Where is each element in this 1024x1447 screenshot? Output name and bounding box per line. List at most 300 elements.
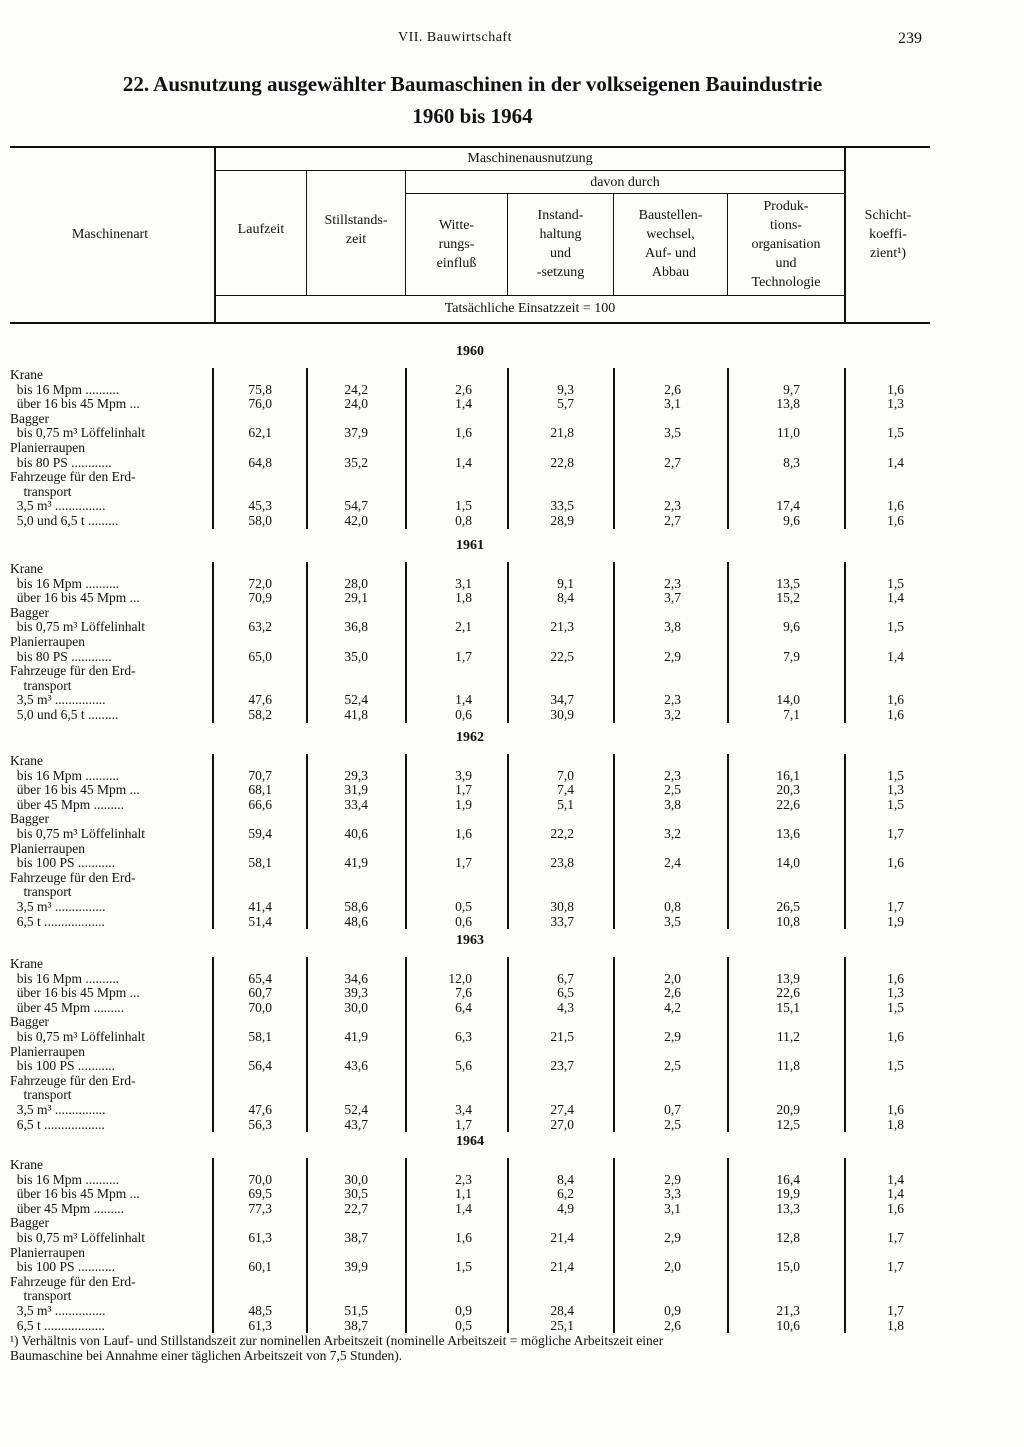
row-label: über 16 bis 45 Mpm ... — [10, 396, 140, 412]
table-row — [0, 1260, 1024, 1275]
table-cell: 1,4 — [887, 454, 904, 470]
table-cell: 21,3 — [550, 619, 574, 635]
col-header-baustellen: Baustellen- wechsel, Auf- und Abbau — [638, 208, 703, 280]
row-label: Bagger — [10, 1215, 49, 1231]
table-cell: 1,1 — [455, 1186, 472, 1202]
table-cell: 17,4 — [776, 498, 800, 514]
table-cell: 0,5 — [455, 899, 472, 914]
row-label: bis 100 PS ........... — [10, 1058, 116, 1074]
table-row — [0, 499, 1024, 514]
table-cell: 10,8 — [776, 913, 800, 929]
table-cell: 1,4 — [455, 454, 472, 470]
table-row — [0, 456, 1024, 471]
row-label: Krane — [10, 753, 43, 768]
column-divider — [613, 562, 615, 723]
row-label: Planierraupen — [10, 634, 85, 649]
table-cell: 0,5 — [455, 1317, 472, 1333]
column-divider — [507, 957, 509, 1132]
column-divider — [844, 1158, 846, 1333]
table-cell: 7,4 — [557, 782, 574, 798]
table-cell: 34,7 — [550, 692, 574, 708]
table-cell: 37,9 — [344, 425, 368, 441]
table-row — [0, 798, 1024, 813]
table-row — [0, 1187, 1024, 1202]
table-cell: 9,6 — [783, 619, 800, 635]
table-cell: 12,5 — [776, 1116, 800, 1132]
table-cell: 10,6 — [776, 1317, 800, 1333]
page-number: 239 — [898, 30, 922, 47]
table-row — [0, 577, 1024, 592]
column-divider — [405, 562, 407, 723]
table-cell: 28,9 — [550, 513, 574, 528]
column-divider — [507, 1158, 509, 1333]
table-cell: 12,0 — [448, 970, 472, 986]
table-cell: 14,0 — [776, 855, 800, 871]
table-cell: 43,6 — [344, 1058, 368, 1074]
table-cell: 3,1 — [664, 396, 681, 412]
column-divider — [405, 957, 407, 1132]
table-cell: 23,7 — [550, 1058, 574, 1074]
row-label: bis 0,75 m³ Löffelinhalt — [10, 1029, 146, 1044]
table-row — [0, 1289, 1024, 1304]
row-label: transport — [10, 884, 72, 900]
table-cell: 1,6 — [455, 425, 472, 441]
table-row — [0, 368, 1024, 383]
table-cell: 1,5 — [455, 498, 472, 514]
table-row — [0, 635, 1024, 650]
table-cell: 1,3 — [887, 396, 904, 412]
row-label: Bagger — [10, 1014, 49, 1030]
column-divider — [613, 957, 615, 1132]
row-label: über 16 bis 45 Mpm ... — [10, 1186, 140, 1202]
table-cell: 63,2 — [248, 619, 272, 635]
col-header-machine: Maschinenart — [71, 227, 149, 242]
table-cell: 2,3 — [664, 692, 681, 708]
row-label: bis 16 Mpm .......... — [10, 575, 120, 591]
section-year: 1964 — [456, 1134, 484, 1149]
table-cell: 1,4 — [887, 1171, 904, 1187]
table-cell: 21,4 — [550, 1259, 574, 1275]
table-row — [0, 606, 1024, 621]
row-label: Krane — [10, 561, 43, 576]
column-divider — [306, 1158, 308, 1333]
table-row — [0, 986, 1024, 1001]
table-cell: 3,2 — [664, 707, 681, 722]
row-label: Bagger — [10, 604, 49, 620]
table-cell: 0,6 — [455, 913, 472, 929]
row-label: bis 16 Mpm .......... — [10, 767, 120, 783]
table-cell: 1,5 — [887, 767, 904, 783]
column-divider — [405, 368, 407, 529]
table-cell: 9,6 — [783, 513, 800, 528]
row-label: bis 0,75 m³ Löffelinhalt — [10, 425, 146, 441]
column-divider — [613, 1158, 615, 1333]
table-cell: 56,4 — [248, 1058, 272, 1074]
row-label: 6,5 t .................. — [10, 913, 105, 929]
table-row — [0, 664, 1024, 679]
table-cell: 38,7 — [344, 1230, 368, 1245]
table-cell: 72,0 — [248, 575, 272, 591]
column-divider — [727, 562, 729, 723]
table-cell: 62,1 — [248, 425, 272, 441]
table-cell: 24,0 — [344, 396, 368, 412]
column-divider — [405, 754, 407, 929]
table-cell: 12,8 — [776, 1230, 800, 1245]
table-cell: 30,0 — [344, 1171, 368, 1187]
col-header-laufzeit: Laufzeit — [237, 222, 285, 237]
row-label: 5,0 und 6,5 t ......... — [10, 513, 119, 528]
table-cell: 21,4 — [550, 1230, 574, 1245]
table-cell: 30,8 — [550, 899, 574, 914]
table-cell: 41,9 — [344, 855, 368, 871]
table-cell: 1,9 — [455, 796, 472, 812]
column-divider — [844, 754, 846, 929]
table-row — [0, 900, 1024, 915]
table-cell: 51,4 — [248, 913, 272, 929]
table-cell: 1,6 — [887, 707, 904, 722]
table-cell: 66,6 — [248, 796, 272, 812]
table-cell: 75,8 — [248, 381, 272, 397]
table-cell: 1,5 — [887, 575, 904, 591]
table-cell: 20,3 — [776, 782, 800, 798]
table-cell: 13,5 — [776, 575, 800, 591]
column-divider — [844, 562, 846, 723]
row-label: 3,5 m³ ............... — [10, 1102, 106, 1117]
table-row — [0, 1304, 1024, 1319]
column-divider — [306, 754, 308, 929]
table-cell: 2,5 — [664, 1058, 681, 1074]
row-label: Krane — [10, 956, 43, 971]
table-cell: 47,6 — [248, 1102, 272, 1117]
table-row — [0, 1074, 1024, 1089]
table-cell: 2,0 — [664, 970, 681, 986]
row-label: Planierraupen — [10, 1244, 85, 1260]
row-label: über 16 bis 45 Mpm ... — [10, 782, 140, 798]
table-cell: 65,0 — [248, 648, 272, 664]
table-cell: 40,6 — [344, 826, 368, 841]
table-cell: 38,7 — [344, 1317, 368, 1333]
table-cell: 5,7 — [557, 396, 574, 412]
table-cell: 7,9 — [783, 648, 800, 664]
table-cell: 41,9 — [344, 1029, 368, 1044]
table-cell: 9,3 — [557, 381, 574, 397]
column-divider — [613, 754, 615, 929]
table-cell: 22,5 — [550, 648, 574, 664]
table-row — [0, 827, 1024, 842]
table-cell: 1,6 — [455, 826, 472, 841]
section-year: 1960 — [456, 344, 484, 359]
table-cell: 22,7 — [344, 1200, 368, 1216]
row-label: transport — [10, 483, 72, 499]
table-cell: 1,7 — [455, 648, 472, 664]
table-row — [0, 885, 1024, 900]
table-cell: 28,0 — [344, 575, 368, 591]
table-cell: 2,6 — [664, 381, 681, 397]
table-cell: 16,1 — [776, 767, 800, 783]
column-divider — [507, 562, 509, 723]
table-cell: 2,3 — [664, 575, 681, 591]
table-cell: 13,8 — [776, 396, 800, 412]
table-cell: 3,4 — [455, 1102, 472, 1117]
table-row — [0, 1246, 1024, 1261]
column-divider — [727, 1158, 729, 1333]
row-label: über 45 Mpm ......... — [10, 1200, 124, 1216]
row-label: Bagger — [10, 410, 49, 426]
table-cell: 22,6 — [776, 985, 800, 1001]
table-cell: 68,1 — [248, 782, 272, 798]
row-label: bis 16 Mpm .......... — [10, 1171, 120, 1187]
table-cell: 70,0 — [248, 999, 272, 1015]
table-cell: 1,4 — [887, 590, 904, 606]
table-cell: 58,1 — [248, 1029, 272, 1044]
table-cell: 4,2 — [664, 999, 681, 1015]
table-cell: 15,2 — [776, 590, 800, 606]
row-label: Fahrzeuge für den Erd- — [10, 1273, 136, 1289]
table-row — [0, 915, 1024, 930]
table-cell: 39,3 — [344, 985, 368, 1001]
table-cell: 0,8 — [455, 513, 472, 528]
table-cell: 7,6 — [455, 985, 472, 1001]
table-cell: 3,1 — [455, 575, 472, 591]
table-row — [0, 1275, 1024, 1290]
table-row — [0, 1202, 1024, 1217]
row-label: bis 100 PS ........... — [10, 855, 116, 871]
row-label: Fahrzeuge für den Erd- — [10, 469, 136, 485]
table-cell: 29,3 — [344, 767, 368, 783]
table-cell: 48,5 — [248, 1303, 272, 1318]
table-row — [0, 1216, 1024, 1231]
table-cell: 56,3 — [248, 1116, 272, 1132]
table-cell: 35,0 — [344, 648, 368, 664]
table-cell: 20,9 — [776, 1102, 800, 1117]
table-cell: 1,8 — [887, 1116, 904, 1132]
table-cell: 1,6 — [887, 692, 904, 708]
table-cell: 1,7 — [455, 782, 472, 798]
row-label: 3,5 m³ ............... — [10, 692, 106, 708]
table-row — [0, 426, 1024, 441]
row-label: transport — [10, 677, 72, 693]
table-cell: 27,4 — [550, 1102, 574, 1117]
table-cell: 2,1 — [455, 619, 472, 635]
table-cell: 1,4 — [455, 396, 472, 412]
table-cell: 7,1 — [783, 707, 800, 722]
table-cell: 3,5 — [664, 913, 681, 929]
table-cell: 1,6 — [887, 498, 904, 514]
table-cell: 6,5 — [557, 985, 574, 1001]
table-cell: 1,6 — [455, 1230, 472, 1245]
row-label: bis 0,75 m³ Löffelinhalt — [10, 619, 146, 635]
table-row — [0, 1001, 1024, 1016]
table-cell: 41,8 — [344, 707, 368, 722]
table-cell: 31,9 — [344, 782, 368, 798]
table-cell: 7,0 — [557, 767, 574, 783]
table-cell: 70,9 — [248, 590, 272, 606]
table-cell: 2,9 — [664, 1171, 681, 1187]
table-cell: 25,1 — [550, 1317, 574, 1333]
table-cell: 1,7 — [887, 1230, 904, 1245]
table-cell: 3,1 — [664, 1200, 681, 1216]
running-head: VII. Bauwirtschaft — [398, 30, 512, 45]
table-cell: 8,3 — [783, 454, 800, 470]
table-cell: 8,4 — [557, 1171, 574, 1187]
row-label: bis 16 Mpm .......... — [10, 381, 120, 397]
table-cell: 47,6 — [248, 692, 272, 708]
table-cell: 1,4 — [455, 1200, 472, 1216]
column-divider — [212, 1158, 214, 1333]
row-label: Fahrzeuge für den Erd- — [10, 663, 136, 679]
table-cell: 2,5 — [664, 782, 681, 798]
row-label: über 16 bis 45 Mpm ... — [10, 985, 140, 1001]
column-divider — [212, 368, 214, 529]
table-row — [0, 397, 1024, 412]
table-row — [0, 856, 1024, 871]
table-row — [0, 754, 1024, 769]
unit-row: Tatsächliche Einsatzzeit = 100 — [444, 301, 616, 316]
col-header-instandhaltung: Instand- haltung und -setzung — [536, 208, 585, 280]
table-cell: 1,5 — [887, 796, 904, 812]
table-cell: 1,6 — [887, 855, 904, 871]
table-cell: 2,0 — [664, 1259, 681, 1275]
row-label: bis 16 Mpm .......... — [10, 970, 120, 986]
table-cell: 27,0 — [550, 1116, 574, 1132]
table-cell: 1,7 — [455, 855, 472, 871]
row-label: transport — [10, 1288, 72, 1304]
header-top-rule — [10, 146, 930, 148]
table-cell: 59,4 — [248, 826, 272, 841]
table-cell: 41,4 — [248, 899, 272, 914]
table-cell: 48,6 — [344, 913, 368, 929]
table-cell: 61,3 — [248, 1317, 272, 1333]
table-cell: 0,8 — [664, 899, 681, 914]
row-label: Krane — [10, 1157, 43, 1172]
table-cell: 23,8 — [550, 855, 574, 871]
table-cell: 0,6 — [455, 707, 472, 722]
table-cell: 60,7 — [248, 985, 272, 1001]
column-divider — [507, 754, 509, 929]
subgroup-header: davon durch — [590, 175, 660, 190]
column-divider — [212, 754, 214, 929]
table-cell: 2,9 — [664, 1230, 681, 1245]
table-cell: 42,0 — [344, 513, 368, 528]
table-cell: 15,1 — [776, 999, 800, 1015]
table-cell: 1,7 — [887, 1303, 904, 1318]
table-cell: 58,0 — [248, 513, 272, 528]
table-cell: 54,7 — [344, 498, 368, 514]
column-divider — [844, 368, 846, 529]
table-cell: 1,3 — [887, 985, 904, 1001]
column-divider — [727, 368, 729, 529]
table-row — [0, 650, 1024, 665]
row-label: bis 80 PS ............ — [10, 454, 112, 470]
table-cell: 21,8 — [550, 425, 574, 441]
column-divider — [405, 1158, 407, 1333]
table-cell: 28,4 — [550, 1303, 574, 1318]
row-label: bis 0,75 m³ Löffelinhalt — [10, 1230, 146, 1245]
table-row — [0, 1045, 1024, 1060]
table-cell: 16,4 — [776, 1171, 800, 1187]
table-cell: 58,6 — [344, 899, 368, 914]
row-label: Fahrzeuge für den Erd- — [10, 869, 136, 885]
row-label: Planierraupen — [10, 1043, 85, 1059]
table-cell: 3,8 — [664, 619, 681, 635]
table-title-years: 1960 bis 1964 — [412, 104, 533, 128]
table-cell: 11,0 — [776, 425, 800, 441]
table-cell: 2,6 — [455, 381, 472, 397]
table-row — [0, 1103, 1024, 1118]
table-cell: 13,3 — [776, 1200, 800, 1216]
table-cell: 58,1 — [248, 855, 272, 871]
table-cell: 14,0 — [776, 692, 800, 708]
table-row — [0, 1015, 1024, 1030]
table-cell: 11,8 — [776, 1058, 800, 1074]
table-cell: 64,8 — [248, 454, 272, 470]
table-row — [0, 383, 1024, 398]
col-header-stillstand: Stillstands- zeit — [324, 213, 388, 247]
table-cell: 9,7 — [783, 381, 800, 397]
table-cell: 2,3 — [664, 767, 681, 783]
table-cell: 19,9 — [776, 1186, 800, 1202]
table-cell: 34,6 — [344, 970, 368, 986]
table-cell: 1,6 — [887, 1102, 904, 1117]
table-cell: 3,2 — [664, 826, 681, 841]
table-cell: 30,9 — [550, 707, 574, 722]
table-cell: 2,9 — [664, 648, 681, 664]
table-cell: 51,5 — [344, 1303, 368, 1318]
row-label: Fahrzeuge für den Erd- — [10, 1072, 136, 1088]
table-cell: 0,9 — [455, 1303, 472, 1318]
table-row — [0, 812, 1024, 827]
table-row — [0, 1173, 1024, 1188]
table-cell: 6,3 — [455, 1029, 472, 1044]
table-cell: 52,4 — [344, 1102, 368, 1117]
row-label: transport — [10, 1087, 72, 1103]
table-cell: 76,0 — [248, 396, 272, 412]
table-row — [0, 1158, 1024, 1173]
section-year: 1961 — [456, 538, 484, 553]
table-cell: 1,5 — [887, 425, 904, 441]
table-cell: 21,5 — [550, 1029, 574, 1044]
table-cell: 9,1 — [557, 575, 574, 591]
table-cell: 33,5 — [550, 498, 574, 514]
column-divider — [212, 957, 214, 1132]
table-cell: 1,3 — [887, 782, 904, 798]
table-cell: 33,4 — [344, 796, 368, 812]
table-row — [0, 708, 1024, 723]
table-row — [0, 562, 1024, 577]
table-cell: 1,4 — [887, 1186, 904, 1202]
table-row — [0, 783, 1024, 798]
table-cell: 3,8 — [664, 796, 681, 812]
table-cell: 39,9 — [344, 1259, 368, 1275]
table-cell: 3,9 — [455, 767, 472, 783]
table-cell: 1,7 — [887, 1259, 904, 1275]
row-label: über 45 Mpm ......... — [10, 999, 124, 1015]
column-divider — [727, 754, 729, 929]
table-cell: 30,0 — [344, 999, 368, 1015]
col-header-produktion: Produk- tions- organisation und Technologie — [751, 199, 821, 290]
table-cell: 3,5 — [664, 425, 681, 441]
table-row — [0, 1231, 1024, 1246]
column-divider — [727, 957, 729, 1132]
column-divider — [844, 957, 846, 1132]
table-cell: 2,3 — [664, 498, 681, 514]
table-cell: 4,3 — [557, 999, 574, 1015]
table-cell: 24,2 — [344, 381, 368, 397]
table-cell: 8,4 — [557, 590, 574, 606]
row-label: über 45 Mpm ......... — [10, 796, 124, 812]
table-cell: 1,6 — [887, 970, 904, 986]
table-cell: 5,6 — [455, 1058, 472, 1074]
